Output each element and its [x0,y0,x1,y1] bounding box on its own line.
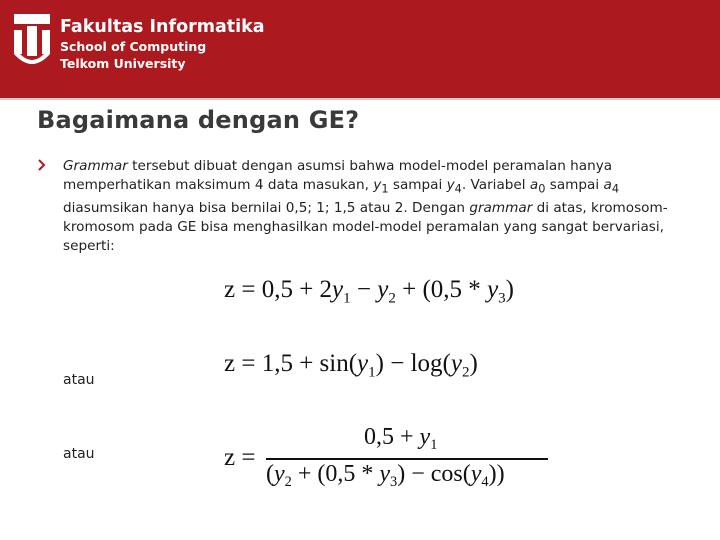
eq-text: ) [469,350,478,377]
var-sub: 4 [454,181,462,196]
eq-text: ) [505,276,514,303]
eq-text: − [350,276,378,303]
eq-sub: 2 [284,474,292,491]
para-text: sampai [545,177,604,193]
eq-sub: 1 [368,364,376,381]
eq-var: y [379,461,391,487]
eq-text: z = 1,5 + sin( [224,350,358,377]
eq-text: z = 0,5 + 2 [224,276,333,303]
slide-title: Bagaimana dengan GE? [37,106,360,134]
para-text: sampai [388,177,447,193]
eq-var: y [419,424,431,450]
telkom-logo-icon [14,14,50,70]
eq-var: y [332,276,344,303]
eq-sub: 3 [498,290,506,307]
var-sub: 4 [611,181,620,196]
brand-line-2: School of Computing [60,39,207,54]
para-text: . Variabel [461,177,530,193]
equation-1 [224,276,514,307]
fraction-bar [266,458,548,460]
var-y: y [446,177,455,193]
eq-sub: 2 [461,364,470,381]
var-y: y [373,177,382,193]
var-a: a [529,177,539,193]
eq-text: 0,5 + [364,424,420,450]
para-text: di atas, kromosom-kromosom pada GE bisa menghasilkan model-model peramalan yang sangat bervariasi, seperti: [63,199,668,254]
grammar-term: Grammar [63,158,128,174]
eq-text: + (0,5 * [291,461,380,487]
eq-var: y [377,276,389,303]
var-sub: 0 [538,181,546,196]
var-sub: 1 [381,181,389,196]
var-a: a [603,177,612,193]
brand-line-3: Telkom University [60,56,186,71]
eq-sub: 3 [390,474,398,491]
grammar-term: grammar [469,199,533,216]
eq-var: y [470,461,482,487]
eq-var: y [450,350,462,377]
eq-var: y [487,276,499,303]
equation-3-denominator [266,461,505,491]
eq-sub: 1 [343,290,351,307]
eq-text: + (0,5 * [395,276,488,303]
eq-sub: 2 [388,290,396,307]
eq-text: ) − cos( [397,461,471,487]
equation-3-numerator [364,424,437,454]
chevron-right-icon [37,158,47,172]
para-text: tersebut dibuat dengan asumsi bahwa model-model peramalan hanya memperhatikan maksimum 4 data masukan, [63,158,613,193]
equation-2 [224,350,478,381]
eq-sub: 1 [430,437,438,454]
body-paragraph [63,157,703,256]
eq-sub: 4 [481,474,489,491]
eq-text: )) [488,461,505,487]
eq-text: ) − log( [375,350,451,377]
header-divider [0,98,720,100]
header-banner [0,0,720,98]
eq-var: y [357,350,369,377]
equation-3-lhs: z = [224,444,256,471]
atau-label-1: atau [63,372,95,388]
eq-var: y [274,461,285,487]
brand-line-1: Fakultas Informatika [60,17,265,37]
brand-text [60,16,265,72]
eq-text: ( [266,461,274,487]
para-text: diasumsikan hanya bisa bernilai 0,5; 1; 1,5 atau 2. Dengan [63,199,470,216]
atau-label-2: atau [63,446,95,462]
